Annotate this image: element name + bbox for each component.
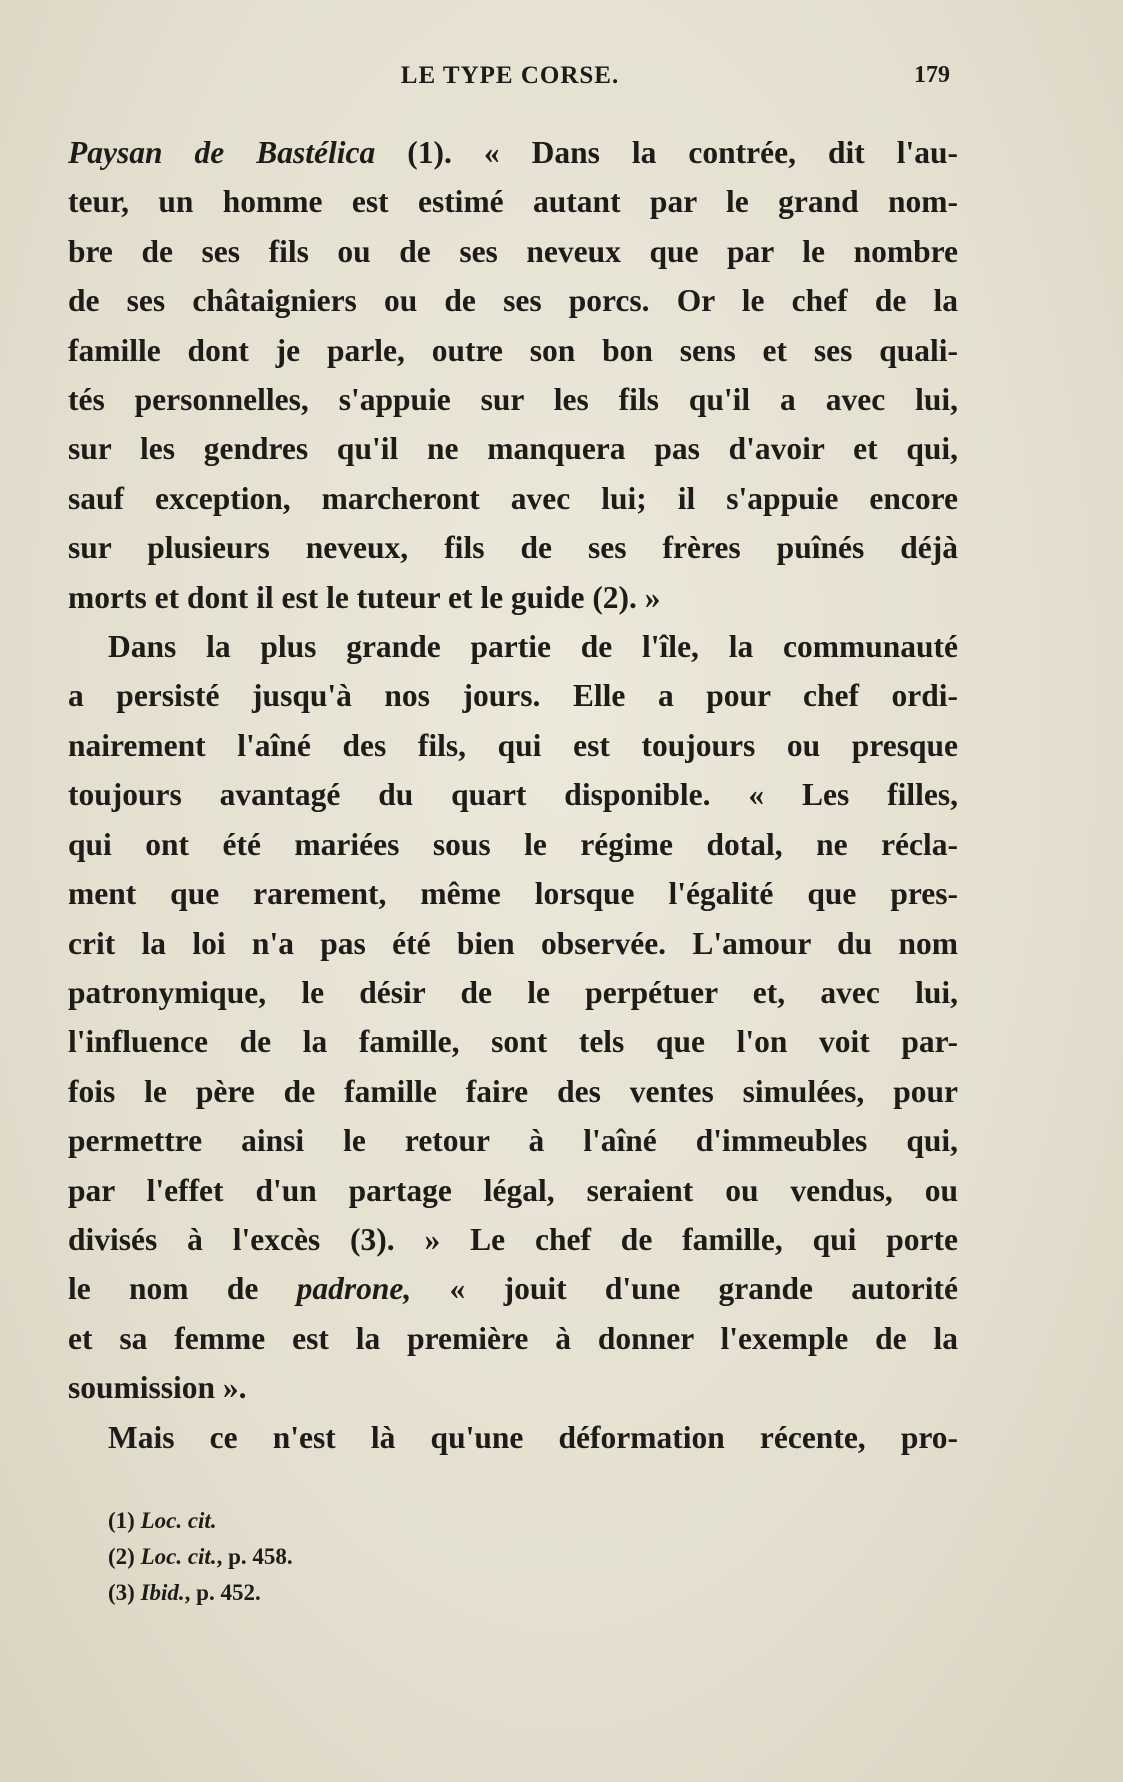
italic-text: padrone, <box>296 1271 412 1307</box>
body-text <box>68 128 958 1462</box>
text-line: qui ont été mariées sous le régime dotal, ne récla- <box>68 826 958 862</box>
text-line: soumission ». <box>68 1370 247 1406</box>
text-line: tés personnelles, s'appuie sur les fils qu'il a avec lui, <box>68 382 958 418</box>
text-line: crit la loi n'a pas été bien observée. L'amour du nom <box>68 925 958 961</box>
text-line: divisés à l'excès (3). » Le chef de famille, qui porte <box>68 1221 958 1257</box>
footnote-number: (1) <box>108 1508 141 1533</box>
running-title: LE TYPE CORSE. <box>400 62 620 89</box>
text-line: Mais ce n'est là qu'une déformation récente, pro- <box>108 1419 958 1455</box>
footnote-number: (3) <box>108 1580 141 1605</box>
line-text: (1). « Dans la contrée, dit l'au- <box>375 135 958 170</box>
line-text: « jouit d'une grande autorité <box>411 1271 958 1307</box>
footnote <box>108 1503 708 1539</box>
text-line: fois le père de famille faire des ventes simulées, pour <box>68 1073 958 1109</box>
footnote-citation: Loc. cit. <box>140 1544 217 1569</box>
text-line: sauf exception, marcheront avec lui; il s'appuie encore <box>68 480 958 516</box>
footnote-citation: Ibid. <box>140 1580 185 1605</box>
text-line: nairement l'aîné des fils, qui est toujours ou presque <box>68 727 958 763</box>
running-head <box>70 62 950 94</box>
text-line: morts et dont il est le tuteur et le guide (2). » <box>68 579 661 615</box>
text-line: bre de ses fils ou de ses neveux que par le nombre <box>68 233 958 269</box>
text-line: sur plusieurs neveux, fils de ses frères puînés déjà <box>68 530 958 566</box>
footnote-rest: , p. 458. <box>216 1544 293 1569</box>
line-text: le nom de <box>68 1271 297 1307</box>
italic-text: Paysan de Bastélica <box>68 135 376 170</box>
text-line: toujours avantagé du quart disponible. « Les filles, <box>68 777 958 813</box>
footnotes <box>108 1503 708 1611</box>
footnote <box>108 1575 708 1611</box>
text-line: permettre ainsi le retour à l'aîné d'immeubles qui, <box>68 1123 958 1159</box>
text-line <box>68 1264 958 1313</box>
text-line: ment que rarement, même lorsque l'égalité que pres- <box>68 876 958 912</box>
footnote-citation: Loc. cit. <box>140 1508 217 1533</box>
footnote-number: (2) <box>108 1544 141 1569</box>
text-line: teur, un homme est estimé autant par le grand nom- <box>68 184 958 220</box>
text-line <box>68 128 958 177</box>
footnote-rest: , p. 452. <box>184 1580 261 1605</box>
text-line: sur les gendres qu'il ne manquera pas d'avoir et qui, <box>68 431 958 467</box>
text-line: a persisté jusqu'à nos jours. Elle a pour chef ordi- <box>68 678 958 714</box>
text-line: l'influence de la famille, sont tels que l'on voit par- <box>68 1024 958 1060</box>
text-line: Dans la plus grande partie de l'île, la communauté <box>108 629 958 665</box>
footnote <box>108 1539 708 1575</box>
text-line: par l'effet d'un partage légal, seraient ou vendus, ou <box>68 1172 958 1208</box>
text-line: et sa femme est la première à donner l'exemple de la <box>68 1320 958 1356</box>
text-line: de ses châtaigniers ou de ses porcs. Or le chef de la <box>68 283 958 319</box>
page-number: 179 <box>914 62 950 88</box>
text-line: patronymique, le désir de le perpétuer et, avec lui, <box>68 974 958 1010</box>
text-line: famille dont je parle, outre son bon sens et ses quali- <box>68 332 958 368</box>
